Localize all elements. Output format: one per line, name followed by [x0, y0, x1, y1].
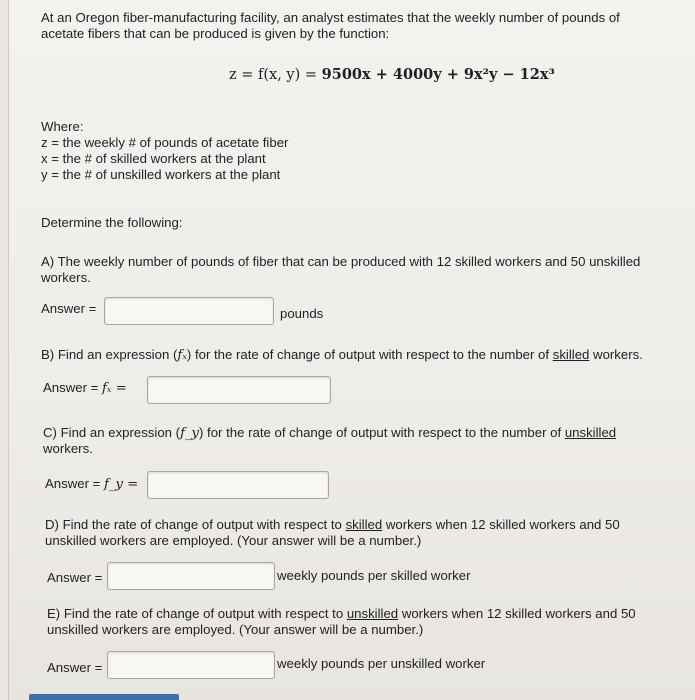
part-e-post: workers when 12 skilled workers and 50 [398, 606, 636, 621]
submit-button-edge[interactable] [29, 694, 179, 700]
part-c-question [43, 425, 616, 442]
intro-line-1: At an Oregon fiber-manufacturing facility, an analyst estimates that the weekly number of pounds of [41, 10, 620, 25]
part-e-pre: E) Find the rate of change of output with respect to [47, 606, 347, 621]
part-b-symbol: fₓ [177, 348, 187, 363]
question-page [8, 0, 695, 700]
intro-line-2: acetate fibers that can be produced is given by the function: [41, 26, 390, 41]
part-e-line-2: unskilled workers are employed. (Your answer will be a number.) [47, 622, 424, 637]
part-b-answer-symbol: fₓ = [102, 381, 127, 396]
part-a-answer-input[interactable] [104, 297, 274, 325]
part-d-line-2: unskilled workers are employed. (Your answer will be a number.) [45, 533, 422, 548]
part-a-line-1: A) The weekly number of pounds of fiber that can be produced with 12 skilled workers and 50 unskilled [41, 254, 641, 269]
part-c-line-2: workers. [43, 441, 93, 456]
part-b-mid: ) for the rate of change of output with respect to the number of [186, 347, 553, 362]
part-b-question [41, 347, 643, 364]
part-b-answer-label [43, 380, 127, 397]
equation-lhs: z = f(x, y) = [229, 67, 322, 83]
part-d-unit: weekly pounds per skilled worker [277, 568, 471, 583]
part-b-underlined: skilled [552, 347, 590, 362]
where-z: z = the weekly # of pounds of acetate fiber [41, 135, 289, 150]
part-c-underlined: unskilled [564, 425, 617, 440]
part-b-pre: B) Find an expression ( [41, 347, 178, 362]
part-c-answer-label [45, 476, 138, 493]
part-e-unit: weekly pounds per unskilled worker [277, 656, 486, 671]
part-c-answer-text: Answer = [45, 476, 105, 491]
part-a-line-2: workers. [41, 270, 91, 285]
part-d-post: workers when 12 skilled workers and 50 [382, 517, 620, 532]
part-d-pre: D) Find the rate of change of output with respect to [45, 517, 346, 532]
part-c-symbol: f_y [180, 426, 199, 441]
part-a-answer-label: Answer = [41, 301, 97, 316]
where-x: x = the # of skilled workers at the plant [41, 151, 266, 166]
part-d-line-1 [45, 517, 620, 533]
part-e-answer-input[interactable] [107, 651, 275, 679]
part-d-answer-label: Answer = [47, 570, 103, 585]
where-heading: Where: [41, 119, 84, 134]
part-a-unit: pounds [280, 306, 324, 321]
equation-rhs: 9500x + 4000y + 9x²y − 12x³ [321, 66, 555, 83]
determine-heading: Determine the following: [41, 215, 183, 230]
part-e-underlined: unskilled [346, 606, 399, 621]
production-function [229, 66, 555, 83]
part-b-answer-input[interactable] [147, 376, 331, 404]
where-y: y = the # of unskilled workers at the plant [41, 167, 281, 182]
part-c-pre: C) Find an expression ( [43, 425, 181, 440]
part-d-underlined: skilled [345, 517, 383, 532]
part-e-line-1 [47, 606, 636, 622]
part-e-answer-label: Answer = [47, 660, 103, 675]
part-b-post: workers. [589, 347, 643, 362]
part-c-answer-input[interactable] [147, 471, 329, 499]
part-b-answer-text: Answer = [43, 380, 103, 395]
part-c-mid: ) for the rate of change of output with respect to the number of [199, 425, 565, 440]
part-d-answer-input[interactable] [107, 562, 275, 590]
part-c-answer-symbol: f_y = [104, 477, 139, 492]
